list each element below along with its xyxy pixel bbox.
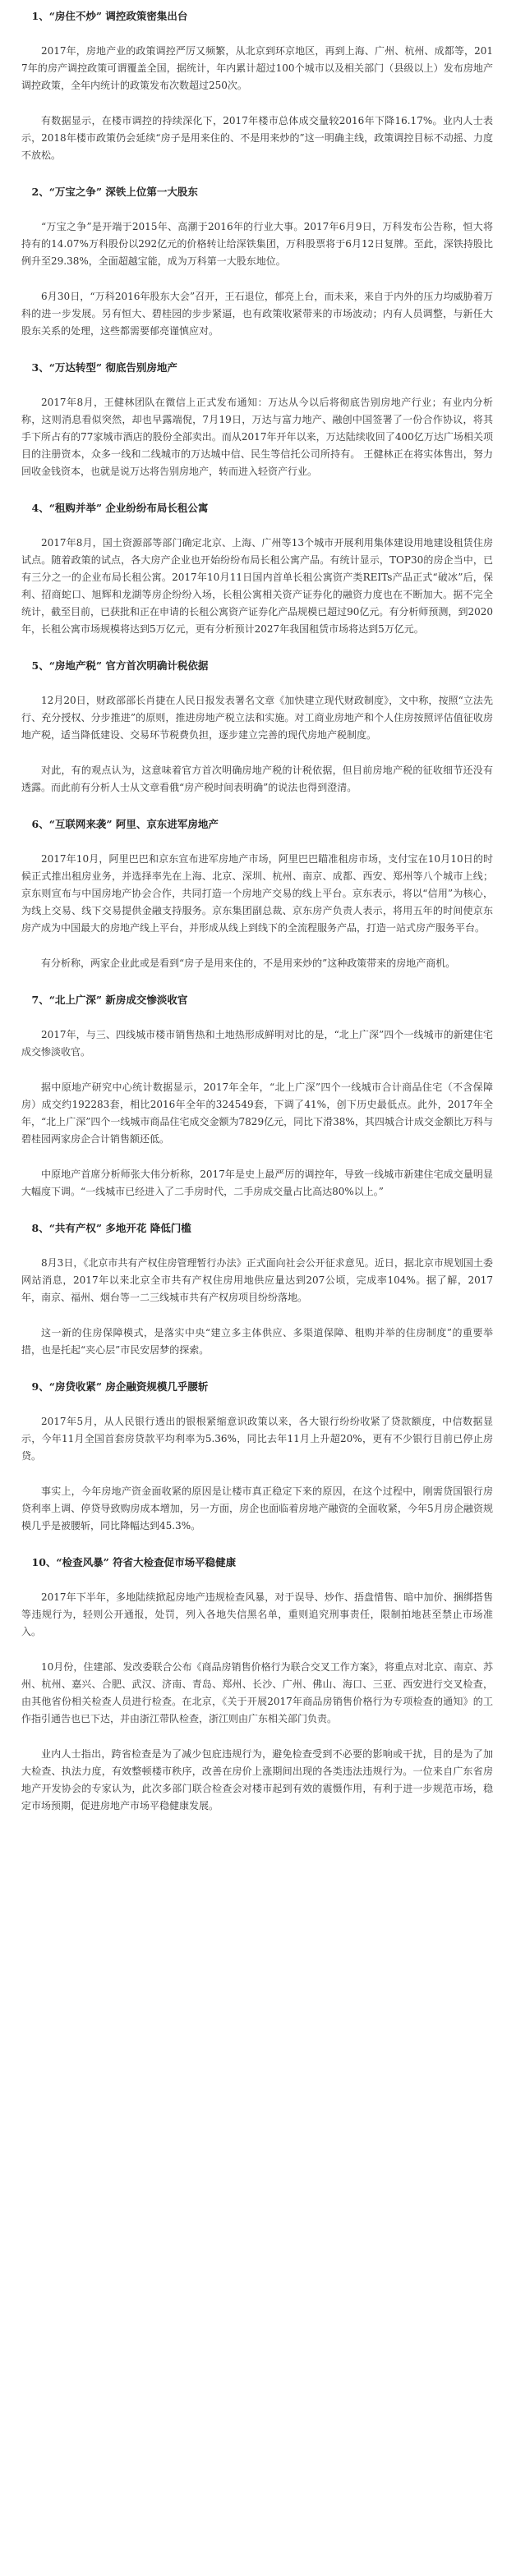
article-section	[21, 499, 493, 638]
section-heading: 1、“房住不炒” 调控政策密集出台	[31, 10, 188, 22]
article-section	[21, 1554, 493, 1815]
body-paragraph: 2017年5月，从人民银行透出的银根紧缩意识政策以来，各大银行纷纷收紧了贷款额度，中信数据显示，今年11月全国首套房贷款平均利率为5.36%，同比去年11月上升超20%，更有不少银行目前已停止房贷。	[21, 1416, 493, 1462]
body-paragraph: 6月30日，“万科2016年股东大会”召开，王石退位，郁亮上台，而未来，来自于内外的压力均威胁着万科的进一步发展。另有恒大、碧桂园的步步紧逼，也有政策收紧带来的市场波动；内有人员调整，与新任大股东关系的处理，这些都需要郁亮谨慎应对。	[21, 291, 493, 337]
section-heading: 3、“万达转型” 彻底告别房地产	[31, 361, 177, 374]
body-paragraph: 2017年10月，阿里巴巴和京东宣布进军房地产市场，阿里巴巴瞄准租房市场，支付宝在10月10日的时候正式推出租房业务，并选择率先在上海、北京、深圳、杭州、南京、成都、西安、郑州等八个城市上线；京东则宣布与中国房地产协会合作，共同打造一个房地产交易的线上平台。京东表示，将以“信用”为核心，为线上交易、线下交易提供金融支持服务。京东集团副总裁、京东房产负责人表示，将用五年的时间使京东房产成为中国最大的房地产线上平台，并形成从线上到线下的全流程服务产品，打造一站式房产服务平台。	[21, 853, 493, 934]
section-heading: 2、“万宝之争” 深铁上位第一大股东	[31, 186, 198, 198]
article-section	[21, 1219, 493, 1359]
body-paragraph: 事实上，今年房地产资金面收紧的原因是让楼市真正稳定下来的原因，在这个过程中，刚需贷国银行房贷利率上调、停贷导致购房成本增加，另一方面，房企也面临着房地产融资的全面收紧，今年5月房企融资规模几乎是被腰斩，同比降幅达到45.3%。	[21, 1485, 493, 1531]
article-section	[21, 1378, 493, 1535]
section-heading: 9、“房贷收紧” 房企融资规模几乎腰斩	[31, 1380, 209, 1393]
body-paragraph: 2017年下半年，多地陆续掀起房地产违规检查风暴，对于误导、炒作、捂盘惜售、暗中加价、捆绑搭售等违规行为，轻则公开通报，处罚，列入各地失信黑名单，重则追究刑事责任，限制拍地甚至禁止市场准入。	[21, 1591, 493, 1637]
section-heading: 8、“共有产权” 多地开花 降低门槛	[31, 1222, 191, 1234]
article-section	[21, 359, 493, 480]
article-section	[21, 815, 493, 972]
body-paragraph: 有数据显示，在楼市调控的持续深化下，2017年楼市总体成交量较2016年下降16.17%。业内人士表示，2018年楼市政策仍会延续“房子是用来住的、不是用来炒的”这一明确主线，政策调控目标不动摇、力度不放松。	[21, 115, 493, 161]
article-section	[21, 657, 493, 797]
body-paragraph: 8月3日，《北京市共有产权住房管理暂行办法》正式面向社会公开征求意见。近日，据北京市规划国土委网站消息，2017年以来北京全市共有产权住房用地供应量达到207公顷，完成率104%。据了解，2017年，南京、福州、烟台等一二三线城市共有产权房项目纷纷落地。	[21, 1257, 493, 1303]
section-heading: 6、“互联网来袭” 阿里、京东进军房地产	[31, 818, 219, 830]
body-paragraph: 对此，有的观点认为，这意味着官方首次明确房地产税的计税依据，但目前房地产税的征收细节还没有透露。而此前有分析人士从文章看俄“房产税时间表明确”的说法也得到澄清。	[21, 765, 493, 793]
body-paragraph: 12月20日，财政部部长肖捷在人民日报发表署名文章《加快建立现代财政制度》，文中称，按照“立法先行、充分授权、分步推进”的原则，推进房地产税立法和实施。对工商业房地产和个人住房按照评估值征收房地产税，适当降低建设、交易环节税费负担，逐步建立完善的现代房地产税制度。	[21, 695, 493, 741]
section-heading: 7、“北上广深” 新房成交惨淡收官	[31, 994, 188, 1006]
section-heading: 5、“房地产税” 官方首次明确计税依据	[31, 659, 209, 672]
body-paragraph: 2017年，房地产业的政策调控严厉又频繁，从北京到环京地区，再到上海、广州、杭州、成都等，2017年的房产调控政策可谓覆盖全国，据统计，年内累计超过100个城市以及相关部门（县级以上）发布房地产调控政策，全年内统计的政策发布次数超过250次。	[21, 45, 493, 91]
section-heading: 10、“检查风暴” 符省大检查促市场平稳健康	[31, 1556, 237, 1568]
article-section	[21, 183, 493, 340]
body-paragraph: 有分析称，两家企业此或是看到“房子是用来住的，不是用来炒的”这种政策带来的房地产商机。	[41, 957, 456, 969]
body-paragraph: 10月份，住建部、发改委联合公布《商品房销售价格行为联合交叉工作方案》，将重点对北京、南京、苏州、杭州、嘉兴、合肥、武汉、济南、青岛、郑州、长沙、广州、佛山、海口、三亚、西安进行交叉检查，由其他省份相关检查人员进行检查。在北京，《关于开展2017年商品房销售价格行为专项检查的通知》的工作指引通告也已下达，并由浙江带队检查，浙江则由广东相关部门负责。	[21, 1661, 493, 1724]
article-section	[21, 991, 493, 1201]
section-heading: 4、“租购并举” 企业纷纷布局长租公寓	[31, 502, 209, 514]
body-paragraph: 2017年8月，国土资源部等部门确定北京、上海、广州等13个城市开展利用集体建设用地建设租赁住房试点。随着政策的试点，各大房产企业也开始纷纷布局长租公寓产品。有统计显示，TOP30的房企当中，已有三分之一的企业布局长租公寓。2017年10月11日国内首单长租公寓资产类REITs产品正式“破冰”后，保利、招商蛇口、旭辉和龙湖等房企纷纷入场，长租公寓相关资产证券化的融资力度也在不断加大。据不完全统计，截至目前，已获批和正在申请的长租公寓资产证券化产品规模已超过90亿元。有分析师预测，到2020年，长租公寓市场规模将达到5万亿元，更有分析预计2027年我国租赁市场将达到5万亿元。	[21, 537, 493, 635]
body-paragraph: 据中原地产研究中心统计数据显示，2017年全年，“北上广深”四个一线城市合计商品住宅（不含保障房）成交约192283套，相比2016年全年的324549套，下调了41%，创下历史最低点。此外，2017年全年，“北上广深”四个一线城市商品住宅成交金额为7829亿元，同比下滑38%，其四城合计成交金额比万科与碧桂园两家房企合计销售额还低。	[21, 1081, 493, 1145]
body-paragraph: 这一新的住房保障模式，是落实中央“建立多主体供应、多渠道保障、租购并举的住房制度”的重要举措，也是托起“夹心层”市民安居梦的探索。	[21, 1327, 493, 1356]
body-paragraph: 2017年8月，王健林团队在微信上正式发布通知：万达从今以后将彻底告别房地产行业；有业内分析称，这则消息看似突然，却也早露端倪，7月19日，万达与富力地产、融创中国签署了一份合作协议，将其手下所占有的77家城市酒店的股份全部卖出。而从2017年开年以来，万达陆续收回了400亿万达广场相关项目的注册资本，众多一线和二线城市的万达城中信、民生等信托公司所持有。 王健林正在将实体售出，努力回收金钱资本，也就是说万达将告别房地产，转而进入轻资产行业。	[21, 397, 493, 477]
body-paragraph: 2017年，与三、四线城市楼市销售热和土地热形成鲜明对比的是，“北上广深”四个一线城市的新建住宅成交惨淡收官。	[21, 1029, 493, 1058]
article-section	[21, 7, 493, 164]
body-paragraph: 中原地产首席分析师张大伟分析称，2017年是史上最严厉的调控年，导致一线城市新建住宅成交量明显大幅度下调。“一线城市已经进入了二手房时代，二手房成交量占比高达80%以上。”	[21, 1169, 493, 1197]
body-paragraph: 业内人士指出，跨省检查是为了减少包庇违规行为，避免检查受到不必要的影响或干扰，目的是为了加大检查、执法力度，有效整顿楼市秩序，改善在房价上涨期间出现的各类违法违规行为。一位来自广东省房地产开发协会的专家认为，此次多部门联合检查会对楼市起到有效的震慑作用，有利于进一步规范市场，稳定市场预期，促进房地产市场平稳健康发展。	[21, 1748, 493, 1811]
body-paragraph: “万宝之争”是开端于2015年、高潮于2016年的行业大事。2017年6月9日，万科发布公告称，恒大将持有的14.07%万科股份以292亿元的价格转让给深铁集团，万科股票将于6月12日复牌。至此，深铁持股比例升至29.38%，全面超越宝能，成为万科第一大股东地位。	[21, 221, 493, 267]
